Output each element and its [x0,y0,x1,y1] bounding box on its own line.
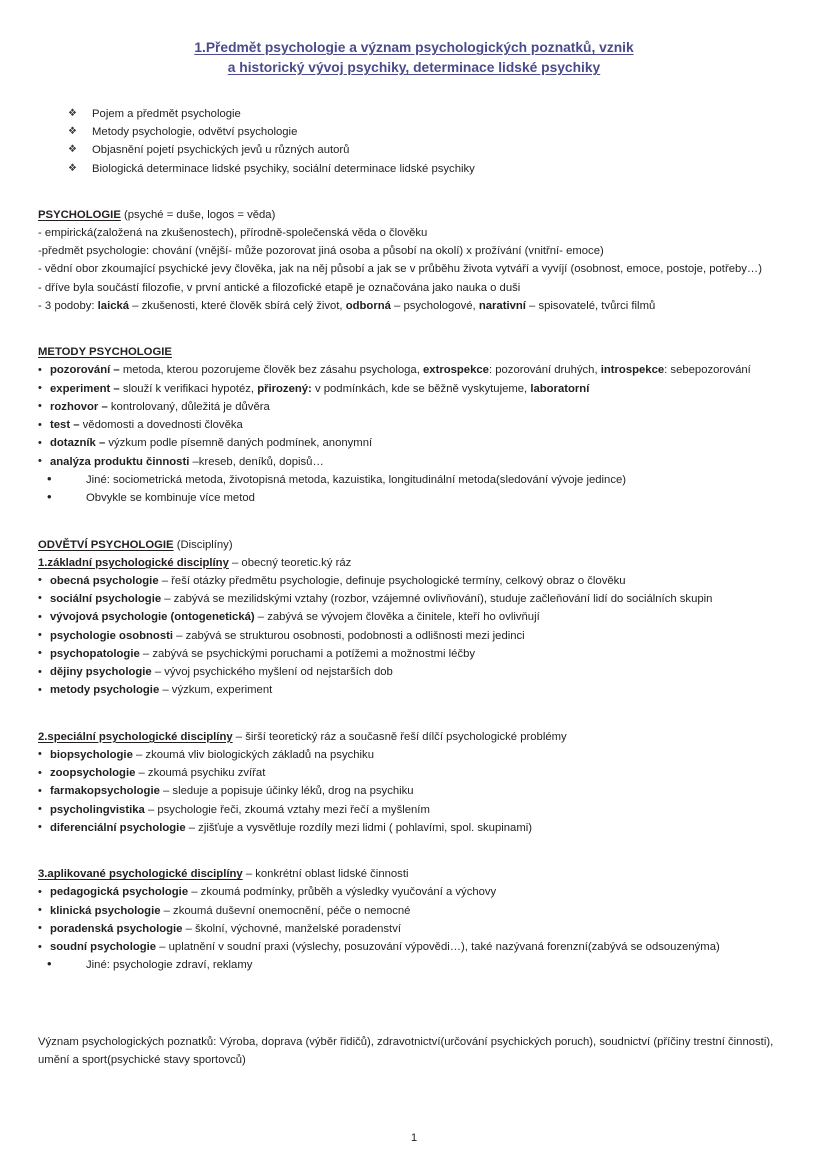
metoda-item [38,453,808,471]
disciplina-item [38,920,808,938]
section-psychologie [38,206,808,315]
disciplina-term: diferenciální psychologie [50,821,186,834]
disciplina-desc: – zkoumá vliv biologických základů na psychiku [132,748,374,761]
disciplina-desc: – psychologie řeči, zkoumá vztahy mezi řečí a myšlením [144,803,430,816]
round-bullet-icon: • [47,489,52,505]
subsection-heading-2 [38,728,808,746]
disciplina-desc: – uplatnění v soudní praxi (výslechy, posuzování výpovědi…), také nazývaná forenzní(zabývá se odsouzenýma) [156,941,720,954]
metoda-term: rozhovor – [50,400,108,413]
subsection-heading-suffix: – obecný teoretic.ký ráz [228,556,352,569]
disciplina-item [38,590,808,608]
subsection-heading-suffix: – širší teoretický ráz a současně řeší dílčí psychologické problémy [232,730,567,743]
metoda-subdesc: v podmínkách, kde se běžně vyskytujeme, [311,382,531,395]
dot-bullet-icon: • [38,784,42,797]
metoda-term: experiment – [50,382,120,395]
round-bullet-icon: • [47,471,52,487]
list-item [0,123,828,141]
podoby-desc-1: – zkušenosti, které člověk sbírá celý život, [129,300,346,312]
section-odvetvi [38,536,808,975]
metoda-desc: vědomosti a dovednosti člověka [79,419,243,432]
disciplina-item [38,608,808,626]
body-line: - vědní obor zkoumající psychické jevy člověka, jak na něj působí a jak se v průběhu života vytváří a vyvíjí (osobnost, emoce, postoje, potřeby…) [38,263,762,276]
round-bullet-icon: • [47,956,52,972]
disciplina-term: farmakopsychologie [50,785,160,798]
page-title-line-1: 1.Předmět psychologie a význam psychologických poznatků, vznik [194,40,634,55]
disciplina-item [38,746,808,764]
section-heading-suffix: (psyché = duše, logos = věda) [120,208,276,221]
disciplina-desc: – sleduje a popisuje účinky léků, drog na psychiku [159,785,414,798]
agenda-item-label: Objasnění pojetí psychických jevů u různých autorů [92,144,350,157]
section-heading-suffix: (Disciplíny) [173,538,233,551]
disciplina-desc: – zkoumá duševní onemocnění, péče o nemocné [160,904,411,917]
disciplina-item [38,883,808,901]
metoda-desc: výzkum podle písemně daných podmínek, anonymní [105,437,373,450]
disciplina-item [38,938,808,956]
disciplina-term: psycholingvistika [50,803,145,816]
disciplina-desc: – vývoj psychického myšlení od nejstarších dob [151,666,393,679]
dot-bullet-icon: • [38,436,42,449]
disciplina-term: psychopatologie [50,647,140,660]
disciplina-item [38,782,808,800]
disciplina-term: poradenská psychologie [50,922,183,935]
dot-bullet-icon: • [38,940,42,953]
disciplina-desc: – zabývá se strukturou osobnosti, podobnosti a odlišnosti mezi jedinci [173,629,525,642]
conclusion-line-2: umění a sport(psychické stavy sportovců) [38,1054,246,1067]
section-heading-label: PSYCHOLOGIE [38,208,121,221]
disciplina-extra-label: Jiné: psychologie zdraví, reklamy [86,959,253,972]
dot-bullet-icon: • [38,418,42,431]
body-line: - dříve byla součástí filozofie, v první antické a filozofické etapě je označována jako nauka o duši [38,281,521,294]
diamond-bullet-icon: ❖ [68,144,77,156]
disciplina-extra-item [38,956,808,974]
podoby-term-1: laická [97,300,130,312]
metoda-subterm: laboratorní [530,382,590,395]
dot-bullet-icon: • [38,683,42,696]
disciplina-desc: – zabývá se mezilidskými vztahy (rozbor, vzájemné ovlivňování), studuje začleňování lidí do sociálních skupin [161,592,713,605]
disciplina-desc: – zjišťuje a vysvětluje rozdíly mezi lidmi ( pohlavími, spol. skupinami) [185,821,533,834]
section-heading-label: ODVĚTVÍ PSYCHOLOGIE [38,538,174,551]
dot-bullet-icon: • [38,574,42,587]
metoda-subterm: extrospekce [423,364,489,377]
agenda-list [0,105,828,178]
dot-bullet-icon: • [38,885,42,898]
disciplina-term: obecná psychologie [50,574,159,587]
disciplina-item [38,801,808,819]
disciplina-term: psychologie osobnosti [50,629,174,642]
metoda-subdesc: : sebepozorování [664,364,751,377]
dot-bullet-icon: • [38,922,42,935]
metoda-item [38,398,808,416]
section-heading-label: METODY PSYCHOLOGIE [38,346,172,359]
disciplina-term: metody psychologie [50,684,160,697]
dot-bullet-icon: • [38,904,42,917]
disciplina-item [38,572,808,590]
subsection-heading-label: 3.aplikované psychologické disciplíny [38,868,243,881]
disciplina-item [38,627,808,645]
disciplina-desc: – řeší otázky předmětu psychologie, definuje psychologické termíny, celkový obraz o člověku [158,574,626,587]
dot-bullet-icon: • [38,821,42,834]
metoda-desc: –kreseb, deníků, dopisů… [189,455,324,468]
agenda-item-label: Biologická determinace lidské psychiky, sociální determinace lidské psychiky [92,162,475,175]
metoda-extra-item [38,471,808,489]
dot-bullet-icon: • [38,647,42,660]
agenda-item-label: Pojem a předmět psychologie [92,108,241,120]
disciplina-desc: – školní, výchovné, manželské poradenství [182,922,401,935]
metoda-subdesc: : pozorování druhých, [488,364,601,377]
list-item [0,141,828,159]
subsection-heading-label: 1.základní psychologické disciplíny [38,556,229,569]
conclusion-paragraph [38,1033,804,1070]
disciplina-term: sociální psychologie [50,592,162,605]
metoda-term: analýza produktu činnosti [50,455,190,468]
metoda-term: test – [50,419,80,432]
disciplina-desc: – zabývá se psychickými poruchami a potížemi a možnostmi léčby [139,647,476,660]
subsection-heading-label: 2.speciální psychologické disciplíny [38,730,233,743]
podoby-prefix: - 3 podoby: [38,300,98,312]
dot-bullet-icon: • [38,400,42,413]
agenda-item-label: Metody psychologie, odvětví psychologie [92,126,298,139]
disciplina-item [38,819,808,837]
disciplina-desc: – zkoumá psychiku zvířat [135,767,266,780]
metoda-extra-label: Obvykle se kombinuje více metod [86,492,255,505]
disciplina-term: zoopsychologie [50,767,136,780]
subsection-heading-1 [38,554,808,572]
page-number: 1 [410,1132,418,1144]
list-item [0,105,828,123]
dot-bullet-icon: • [38,803,42,816]
metoda-extra-item [38,489,808,507]
section-heading-psychologie [38,206,808,224]
body-line: -předmět psychologie: chování (vnější- může pozorovat jiná osoba a působí na okolí) x prožívání (vnitřní- emoce) [38,245,604,258]
dot-bullet-icon: • [38,629,42,642]
dot-bullet-icon: • [38,665,42,678]
conclusion-line-1: Význam psychologických poznatků: Výroba, doprava (výběr řidičů), zdravotnictví(určování psychických poruch), soudnictví (příčiny trestní činnosti), [38,1035,774,1048]
disciplina-term: vývojová psychologie (ontogenetická) [50,611,255,624]
podoby-desc-3: – spisovatelé, tvůrci filmů [525,300,656,312]
section-heading-odvetvi [38,536,808,554]
disciplina-term: soudní psychologie [50,941,157,954]
dot-bullet-icon: • [38,766,42,779]
page-title [90,38,738,78]
section-metody [38,343,808,507]
disciplina-item [38,663,808,681]
metoda-item [38,361,808,379]
dot-bullet-icon: • [38,748,42,761]
disciplina-term: dějiny psychologie [50,666,152,679]
disciplina-term: pedagogická psychologie [50,886,189,899]
diamond-bullet-icon: ❖ [68,126,77,138]
list-item [0,160,828,178]
dot-bullet-icon: • [38,382,42,395]
dot-bullet-icon: • [38,363,42,376]
disciplina-term: klinická psychologie [50,904,161,917]
metoda-term: pozorování – [50,364,120,377]
dot-bullet-icon: • [38,455,42,468]
podoby-desc-2: – psychologové, [390,300,479,312]
diamond-bullet-icon: ❖ [68,162,77,174]
diamond-bullet-icon: ❖ [68,108,77,119]
body-line: - empirická(založená na zkušenostech), přírodně-společenská věda o člověku [38,226,428,239]
disciplina-desc: – zkoumá podmínky, průběh a výsledky vyučování a výchovy [188,886,497,899]
disciplina-item [38,764,808,782]
disciplina-item [38,645,808,663]
disciplina-desc: – výzkum, experiment [159,684,273,697]
metoda-item [38,416,808,434]
disciplina-item [38,681,808,699]
metoda-subterm: introspekce [600,364,665,377]
disciplina-desc: – zabývá se vývojem člověka a činitele, kteří ho ovlivňují [254,611,540,624]
metoda-desc: kontrolovaný, důležitá je důvěra [107,400,270,413]
dot-bullet-icon: • [38,610,42,623]
metoda-item [38,380,808,398]
disciplina-term: biopsychologie [50,748,133,761]
body-line-podoby [38,297,808,315]
section-heading-metody [38,343,808,361]
metoda-extra-label: Jiné: sociometrická metoda, životopisná metoda, kazuistika, longitudinální metoda(sledování vývoje jedince) [86,474,627,487]
metoda-desc: slouží k verifikaci hypotéz, [119,382,258,395]
podoby-term-2: odborná [345,300,391,312]
metoda-item [38,434,808,452]
metoda-subterm: přirozený: [257,382,312,395]
disciplina-item [38,902,808,920]
dot-bullet-icon: • [38,592,42,605]
subsection-heading-suffix: – konkrétní oblast lidské činnosti [242,868,409,881]
metoda-term: dotazník – [50,437,106,450]
page-title-line-2: a historický vývoj psychiky, determinace lidské psychiky [227,60,601,75]
podoby-term-3: narativní [478,300,526,312]
subsection-heading-3 [38,865,808,883]
metoda-desc: metoda, kterou pozorujeme člověk bez zásahu psychologa, [119,364,423,377]
